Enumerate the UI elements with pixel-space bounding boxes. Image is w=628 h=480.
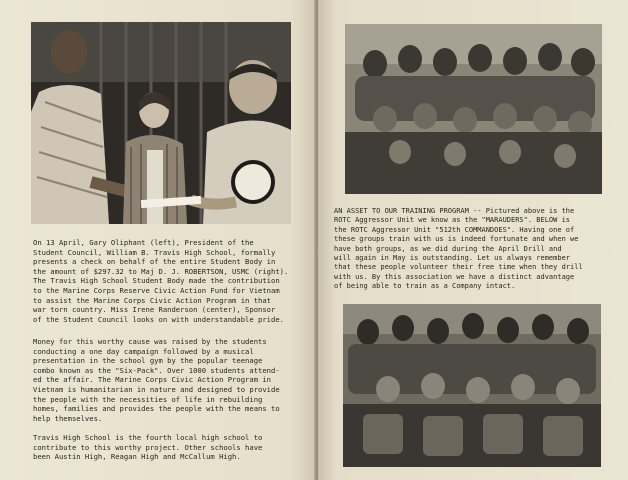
presentation-paragraph: On 13 April, Gary Oliphant (left), President of the Student Council, William B. Travis High School, formally presents a check on behalf of the entire Student Body in the amount of $297.32 to Maj D. J. ROBERTSON, USMC (right). The Travis High School Student Body made the contribution to the Marine Corps Reserve Civic Action Fund for Vietnam to assist the Marine Corps Civic Action Program in that war torn country. Miss Irene Randerson (center), Sponsor of the Student Council looks on with understandable pride. bbox=[33, 238, 289, 324]
training-program-caption: AN ASSET TO OUR TRAINING PROGRAM -- Pictured above is the ROTC Aggressor Unit we know as the "MARAUDERS". BELOW is the ROTC Aggressor Unit "512th COMMANDOES". Having one of these groups train with us is indeed fortunate and when we have both groups, as we did during the April Drill and will again in May is outstanding. Let us always remember that these people volunteer their free time when they drill with us. By this association we have a distinct advantage of being able to train as a Company intact. bbox=[334, 207, 583, 291]
check-presentation-photo bbox=[31, 22, 291, 224]
fundraising-paragraph: Money for this worthy cause was raised by the students conducting a one day campaign followed by a musical presentation in the school gym by the popular teenage combo known as the "Six-Pack". Over 1000 students attend- ed the affair. The Marine Corps Civic Action Program in Vietnam is humanitarian in nature and designed to provide the people with the necessities of life in rebuilding homes, families and provides the people with the means to help themselves. bbox=[33, 337, 280, 423]
marauders-group-photo bbox=[345, 24, 602, 194]
commandoes-group-photo bbox=[343, 304, 601, 467]
schools-paragraph: Travis High School is the fourth local high school to contribute to this worthy project. Other schools have been Austin High, Reagan High and McCallum High. bbox=[33, 433, 263, 462]
